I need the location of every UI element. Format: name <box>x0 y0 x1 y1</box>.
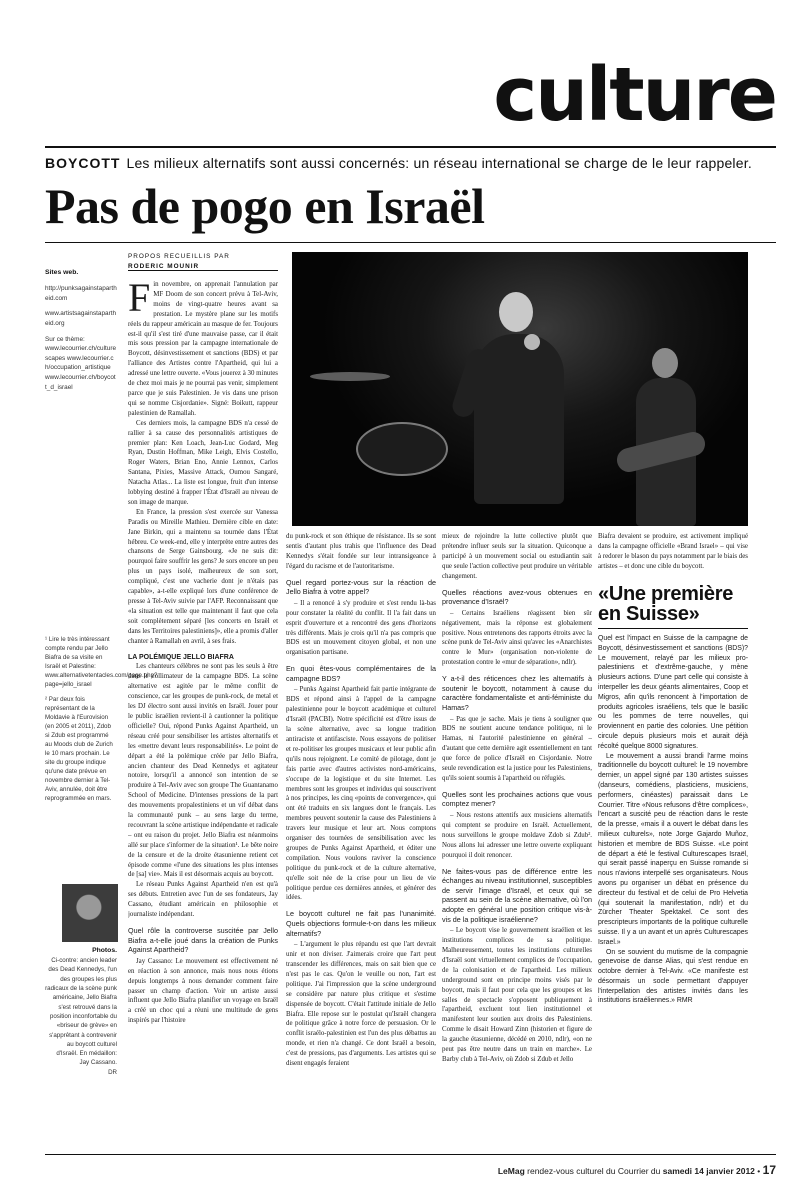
cymbal <box>310 372 390 381</box>
footer-rule <box>45 1154 776 1155</box>
singer <box>474 334 564 504</box>
kicker <box>45 155 776 171</box>
sidebar-link[interactable]: http://punksagainstapartheid.com <box>45 285 117 302</box>
footnote-2: ² Par deux fois représentant de la Moldavie à l'Eurovision (en 2005 et 2011), Zdob si Zdub est programmé au Moods club de Zurich le 10 mars prochain. Le site du groupe indique qu'une date prévue en novembre dernier à Tel-Aviv, annulée, doit être reprogrammée en mars. <box>45 695 113 802</box>
interview-question: Quel regard portez-vous sur la réaction de Jello Biafra à votre appel? <box>286 577 436 597</box>
photo-caption <box>45 946 117 1077</box>
subheading: LA POLÉMIQUE JELLO BIAFRA <box>128 653 234 661</box>
paragraph: Les chanteurs célèbres ne sont pas les seuls à être dans le collimateur de la campagne BDS. La scène alternative est agitée par le même conflit de conscience, car les groupes de punk-rock, de metal et les DJ électro sont aussi invités en Israël. Jouer pour le public israélien revient-il à cautionner la politique officielle? Oui, répond Punks Against Apartheid, un réseau créé pour sensibiliser les artistes alternatifs et les «mettre devant leurs responsabilités». Le point de départ a été la polémique créée par Jello Biafra, ancien chanteur des Dead Kennedys et agitateur notoire, lorsqu'il a annoncé son intention de se produire à Tel-Aviv avec son groupe The Guantanamo School of Medicine. D'intenses pressions de la part des mouvements propalestiniens et un vif débat dans la communauté punk – au sens large du terme, recouvrant la scène artistique indépendante et radicale – ont eu raison du projet. Jello Biafra est néanmoins allé sur place s'informer de la situation¹. Le bête noire de la censure et de la droite étasunienne retient cet épisode comme «l'une des situations les plus intenses de [sa] vie». Mais il est désormais acquis au boycott. <box>128 663 278 879</box>
footnotes <box>45 636 158 810</box>
interview-answer: – Punks Against Apartheid fait partie intégrante de BDS et répond ainsi à l'appel de la campagne palestinienne pour le boycott académique et culturel d'Israël (PACBI). Notre spécificité est d'être issus de la scène alternative, avec sa longue tradition antiraciste et antifasciste. Nous essayons de politiser et re-politiser les groupes musicaux et leur public afin qu'ils nous rejoignent. Le comité de pilotage, dont je fais partie avec d'autres activistes nord-américains, s'occupe de la logistique et du site Internet. Les membres sont les groupes et individus qui souscrivent à nos principes, les cinq «points de convergence», qui ont été traduits en six langues dont le français. Les membres peuvent soutenir la cause des Palestiniens à travers leur musique et leur art. Nous comptons organiser des tournées de sensibilisation avec les groupes de Punks Against Apartheid, et éditer une compilation. Nous voulons raviver la conscience politique du punk-rock et de la culture alternative, qu'elle soit née de la crise pour un lieu de vie politique perdue ces dernières années, et générer des idées. <box>286 686 436 902</box>
interview-answer: Jay Cassano: Le mouvement est effectivement né en réaction à son annonce, mais nous nous étions depuis longtemps à nous demander comment faire passer un champ d'action. Voir un artiste aussi influent que Jello Biafra planifier un voyage en Israël a créé un choc qui a réuni une multitude de gens inspirés par l'histoire <box>128 957 278 1025</box>
article-column-2 <box>286 532 436 1148</box>
paragraph: du punk-rock et son éthique de résistance. Ils se sont sentis d'autant plus trahis que l'influence des Dead Kennedys s'était fondée sur leur intransigeance à l'égard du racisme et de l'autoritarisme. <box>286 533 436 570</box>
interview-answer: – Certains Israéliens réagissent bien sûr négativement, mais la réponse est globalement positive. Nous entretenons des rapports étroits avec la scène punk de Tel-Aviv ainsi qu'avec les «Anarchistes contre le Mur» (organisation non-violente de protestation contre le «mur de séparation», ndlr). <box>442 609 592 667</box>
box-paragraph: Le mouvement a aussi brandi l'arme moins traditionnelle du boycott culturel: le 19 novembre dernier, un appel signé par 130 artistes suisses (danseurs, comédiens, plasticiens, musiciens, performers, cinéastes) paraissait dans Le Courrier. Titre «Nous refusons d'être complices», l'encart a suscité peu de réaction dans le reste de la presse, «mais il a ouvert le débat dans les milieux culturels», note Jorge Gajardo Muñoz, historien et membre de BDS Suisse. «Le point de départ a été le festival Culturescapes Israël, qui serait passé inaperçu en Suisse romande si nous n'avions interpellé ses organisateurs. Nous avons pu organiser un débat en présence du directeur du festival et de celui de Pro Helvetia (qui soutenait la manifestation, ndlr) et du Zürcher Theater Spektakel. Ce sont des prescripteurs importants de la politique culturelle suisse. Il y a un avant et un après Culturescapes Israel.» <box>598 752 748 946</box>
headline-rule <box>45 242 776 243</box>
interview-answer: – Il a renoncé à s'y produire et s'est rendu là-bas pour constater la réalité du conflit. Il l'a fait dans un esprit d'ouverture et a rencontré des gens d'horizons très différents. Mais je crois qu'il n'a pas compris que BDS est un mouvement citoyen global, et non une organisation partisane. <box>286 599 436 657</box>
interview-question: Ne faites-vous pas de différence entre les échanges au niveau institutionnel, susceptibles de servir l'image d'Israël, et ceux qui se passent au sein de la scène alternative, où l'on adopte en général une position critique vis-à-vis de la politique israélienne? <box>442 866 592 924</box>
sidebar-more-label: Sur ce thème: <box>45 335 85 343</box>
section-title: culture <box>493 52 776 138</box>
drum <box>356 422 448 476</box>
footer-mag: LeMag <box>497 1166 525 1176</box>
interview-answer: – L'argument le plus répandu est que l'art devrait unir et non diviser. J'aimerais croire que l'art peut transcender les différences, mais on sait bien que ce n'est pas le cas. Qu'on le veuille ou non, l'art est politique. J'ai l'impression que la scène underground se considère par nature plus critique et s'estime dispensée de boycott. C'était l'attitude initiale de Jello Biafra. Elle repose sur le postulat qu'Israël changera de politique grâce à notre force de persuasion. Or le conflit israélo-palestinien est l'un des plus débattus au monde, et rien n'a changé. Ce dont Israël a besoin, c'est de pressions, pas d'arguments. Les artistes qui se disent engagés feraient <box>286 941 436 1068</box>
interview-question: En quoi êtes-vous complémentaires de la campagne BDS? <box>286 664 436 683</box>
footer-text: rendez-vous culturel du Courrier du <box>527 1166 661 1176</box>
interview-question: Quelles sont les prochaines actions que vous comptez mener? <box>442 789 592 809</box>
byline-rule <box>128 270 278 271</box>
page-footer: LeMag rendez-vous culturel du Courrier du samedi 14 janvier 2012 • 17 <box>497 1163 776 1177</box>
top-rule <box>45 146 776 148</box>
photo-caption-text: Ci-contre: ancien leader des Dead Kennedys, l'un des groupes les plus radicaux de la scène punk américaine, Jello Biafra s'est retrouvé dans la position inconfortable du «briseur de grève» en s'apprêtant à contrevenir au boycott culturel d'Israël. En médaillon: Jay Cassano. <box>45 957 117 1067</box>
page-number: 17 <box>762 1163 776 1177</box>
footer-date: samedi 14 janvier 2012 <box>662 1166 755 1176</box>
article-column-4 <box>598 532 748 578</box>
interview-answer: – Pas que je sache. Mais je tiens à souligner que BDS ne soutient aucune tendance politique, ni le Hamas, ni l'autorité palestinienne en général – d'autant que cette dernière agit essentiellement en tant que force de police d'Israël en Cisjordanie. Notre seule revendication est la justice pour les Palestiniens, qu'ils soient soumis à l'apartheid ou réfugiés. <box>442 715 592 782</box>
byline-prefix: PROPOS RECUEILLIS PAR <box>128 253 230 260</box>
interview-question: Le boycott culturel ne fait pas l'unanimité. Quels objections formule-t-on dans les milieux alternatifs? <box>286 909 436 938</box>
paragraph: Biafra devaient se produire, est activement impliqué dans la campagne officielle «Brand Israel» – qui vise à redorer le blason du pays notamment par le biais des artistes – et donc une cible du boycott. <box>598 533 748 570</box>
byline-name: RODERIC MOUNIR <box>128 263 200 271</box>
interview-question: Quelles réactions avez-vous obtenues en provenance d'Israël? <box>442 587 592 607</box>
article-lede: Fin novembre, on apprenait l'annulation par MF Doom de son concert prévu à Tel-Aviv, moins de vingt-quatre heures avant sa prestation. Le mystère plane sur les motifs réels du rappeur américain au masque de fer. Toujours est-il qu'il s'est tiré d'une mauvaise passe, car il était mis sous pression par la campagne internationale de Boycott, désinvestissement et sanctions (BDS) et par l'alliance des Artistes contre l'Apartheid, qui lui a adressé une lettre ouverte. «Vous jouerez à 30 minutes de chez moi mais je ne pourrai pas venir, simplement parce que je suis Palestinien. Je vis dans une prison qui se nomme Cisjordanie». Signé: Boikutt, rappeur palestinien de Ramallah. <box>128 280 278 417</box>
paragraph: Ces derniers mois, la campagne BDS n'a cessé de rallier à sa cause des personnalités artistiques de premier plan: Ken Loach, Jean-Luc Godard, Meg Ryan, Dustin Hoffman, Mike Leigh, Elvis Costello, Roger Waters, Brian Eno, Annie Lennox, Carlos Santana, Pixies, Massive Attack, Oumou Sangaré, Natacha Atlas... La liste est longue, fruit d'un intense lobbying destiné à frapper l'État d'Israël au niveau de son image de marque. <box>128 419 278 506</box>
paragraph: mieux de rejoindre la lutte collective plutôt que prétendre influer seuls sur la situation. Quiconque a participé à un mouvement social ou estudiantin sait que seule l'action collective peut produire un véritable changement. <box>442 533 592 580</box>
footnote-1: ¹ Lire le très intéressant compte rendu par Jello Biafra de sa visite en Israël et Palestine: www.alternativetentacles.com/page.php?page=jello_israel <box>45 636 158 688</box>
web-links-sidebar <box>45 268 117 398</box>
box-paragraph: Quel est l'impact en Suisse de la campagne de Boycott, désinvestissement et sanctions (BDS)? Le mouvement, relayé par les milieux pro-palestiniens et d'extrême-gauche, y mène plusieurs actions. D'une part celle qui consiste à interpeller les deux géants alimentaires, Coop et Migros, afin qu'ils renoncent à l'importation de produits agricoles israéliens, tels que le basilic ou les pommes de terre nouvelles, qui proviennent en partie des colonies. Une pétition circule depuis plusieurs mois et aurait déjà récolté quelque 8000 signatures. <box>598 635 748 750</box>
interview-answer: – Le boycott vise le gouvernement israélien et les institutions complices de sa politique. Malheureusement, toutes les institutions culturelles d'Israël sont virtuellement complices de l'occupation, de la colonisation et de l'apartheid. Les milieux underground sont en principe moins visés par le boycott, mais il faut pour cela que les groupes et les salles de spectacle s'opposent publiquement à l'apartheid, excluent tout lien institutionnel et manifestent leur soutien aux droits des Palestiniens. Comme le disait Howard Zinn (historien et figure de la gauche étasunienne, décédé en 2010, ndlr), «on ne peut pas être neutre dans un train en marche». Le Barby club à Tel-Aviv, où Zdob si Zdub et Jello <box>442 927 592 1063</box>
interview-answer: – Nous restons attentifs aux musiciens alternatifs qui comptent se produire en Israël. Actuellement, nous surveillons le groupe moldave Zdob si Zdub². Nous allons lui adresser une lettre ouverte expliquant pourquoi il doit renoncer. <box>442 812 592 859</box>
box-title: «Une première en Suisse» <box>598 583 734 625</box>
box-article <box>598 634 748 1148</box>
sidebar-link[interactable]: www.artistsagainstapartheid.org <box>45 310 117 328</box>
box-paragraph: On se souvient du mutisme de la compagnie genevoise de danse Alias, qui s'est rendue en octobre dernier à Tel-Aviv. «Ce manifeste est désormais un socle permettant d'appuyer l'interpellation des artistes invités dans les institutions israéliennes.» RMR <box>598 948 748 1005</box>
photo-caption-title: Photos. <box>92 947 117 954</box>
concert-photo-jello-biafra <box>292 252 748 526</box>
interview-question: Quel rôle la controverse suscitée par Jello Biafra a-t-elle joué dans la création de Punks Against Apartheid? <box>128 926 278 955</box>
article-column-3 <box>442 532 592 1148</box>
photo-credit: DR <box>108 1068 117 1076</box>
kicker-label: BOYCOTT <box>45 155 121 171</box>
sidebar-title: Sites web. <box>45 269 79 276</box>
paragraph: En France, la pression s'est exercée sur Vanessa Paradis ou Mireille Mathieu. Dernière cible en date: Jane Birkin, qui a maintenu sa tournée dans l'État hébreu. Ce week-end, elle y interprète entre autres des chansons de Serge Gainsbourg. «Je ne suis dit: pourquoi faire souffrir les gens? Je sors encore un peu plus un pays isolé, malheureux de son sort, compliqué, c'est une vacherie dont je n'étais pas capable», a-t-elle expliqué lors d'une conférence de presse à Tel-Aviv suivie par l'AFP. Reconnaissant que «la situation est telle que maintenant il faut que cela soit complètement séparé [les concerts en Israël et dans les Territoires palestiniens]», elle a promis d'aller chanter à Ramallah en avril, à ses frais. <box>128 508 278 645</box>
kicker-text: Les milieux alternatifs sont aussi concernés: un réseau international se charge de le leur rappeler. <box>126 155 752 171</box>
box-rule <box>598 628 748 629</box>
sidebar-more-links[interactable]: www.lecourrier.ch/culturescapes www.lecourrier.ch/occupation_artistique www.lecourrier.ch/boycott_d_israel <box>45 345 117 391</box>
headline: Pas de pogo en Israël <box>45 178 485 234</box>
paragraph: Le réseau Punks Against Apartheid n'en est qu'à ses débuts. Entretien avec l'un de ses fondateurs, Jay Cassano, étudiant américain en philosophie et journaliste indépendant. <box>128 881 278 919</box>
portrait-photo-jay-cassano <box>62 884 118 942</box>
interview-question: Y a-t-il des réticences chez les alternatifs à soutenir le boycott, notamment à cause du caractère fondamentaliste et anti-féministe du Hamas? <box>442 674 592 712</box>
dropcap: F <box>128 280 151 320</box>
article-column-1 <box>128 280 278 1148</box>
